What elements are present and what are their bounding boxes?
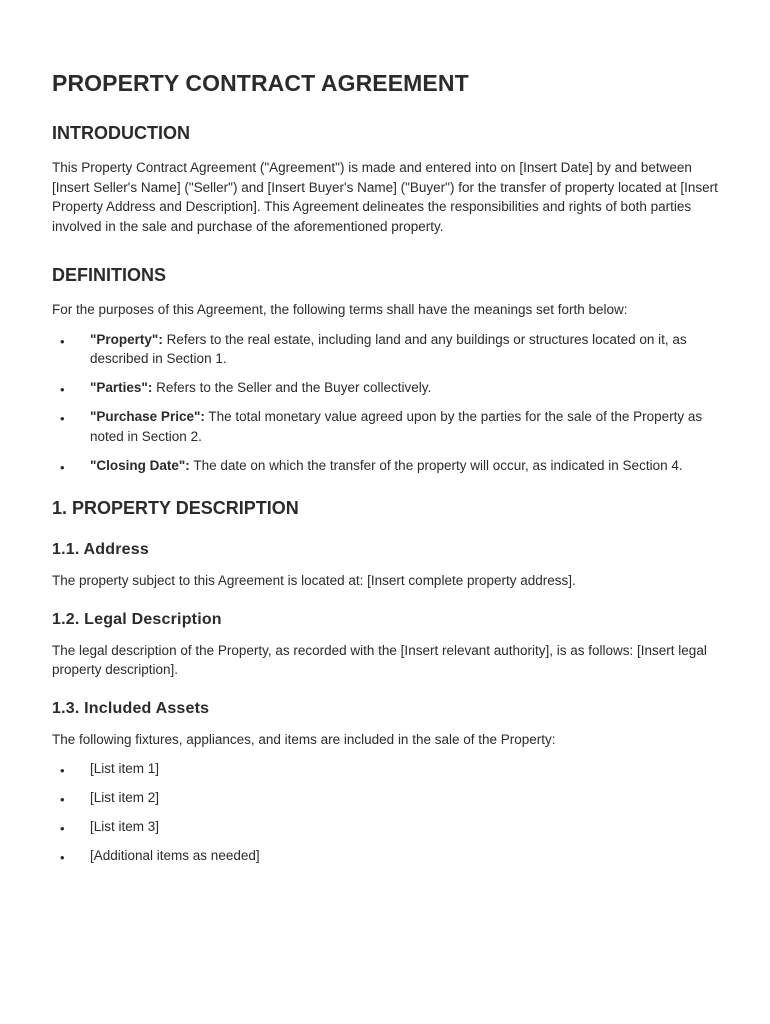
list-item (52, 759, 720, 779)
list-item (52, 846, 720, 866)
address-body: The property subject to this Agreement is located at: [Insert complete property address]. (52, 573, 576, 588)
list-item-text: [List item 1] (90, 761, 160, 776)
definition-item (52, 456, 720, 476)
bullet-icon: • (60, 459, 65, 475)
definition-term: "Property": (90, 331, 163, 347)
list-item-text: [Additional items as needed] (90, 848, 260, 863)
bullet-icon: • (60, 763, 65, 778)
definition-text: The total monetary value agreed upon by the parties for the sale of the Property as noted in Section 2. (90, 409, 703, 444)
definition-text: Refers to the Seller and the Buyer collectively. (152, 380, 432, 395)
introduction-section (52, 123, 720, 236)
definition-term: "Closing Date": (90, 457, 190, 473)
bullet-icon: • (60, 333, 65, 349)
property-description-heading: 1. PROPERTY DESCRIPTION (52, 498, 299, 518)
introduction-body: This Property Contract Agreement ("Agreement") is made and entered into on [Insert Date] by and between [Insert Seller's Name] ("Seller") and [Insert Buyer's Name] ("Buyer") for the transfer of property located at [Insert Property Address and Description]. This Agreement delineates the responsibilities and rights of both parties involved in the sale and purchase of the aforementioned property. (52, 160, 718, 234)
bullet-icon: • (60, 792, 65, 807)
document-title: PROPERTY CONTRACT AGREEMENT (52, 70, 469, 96)
definition-item (52, 378, 720, 398)
legal-description-body: The legal description of the Property, as recorded with the [Insert relevant authority], is as follows: [Insert legal property description]. (52, 642, 707, 677)
property-description-section (52, 498, 720, 866)
definitions-section (52, 265, 720, 475)
included-assets-list (52, 759, 720, 866)
address-heading: 1.1. Address (52, 541, 149, 558)
list-item-text: [List item 3] (90, 819, 160, 834)
list-item-text: [List item 2] (90, 790, 160, 805)
definitions-list (52, 330, 720, 476)
legal-description-heading: 1.2. Legal Description (52, 610, 222, 628)
definition-item (52, 330, 720, 369)
definition-item (52, 407, 720, 446)
introduction-heading: INTRODUCTION (52, 123, 190, 143)
bullet-icon: • (60, 411, 65, 426)
bullet-icon: • (60, 850, 65, 865)
included-assets-heading: 1.3. Included Assets (52, 699, 210, 717)
included-assets-lead: The following fixtures, appliances, and items are included in the sale of the Property: (52, 731, 556, 747)
definitions-heading: DEFINITIONS (52, 265, 167, 285)
list-item (52, 817, 720, 837)
list-item (52, 788, 720, 808)
definition-term: "Parties": (90, 380, 153, 395)
definition-text: The date on which the transfer of the property will occur, as indicated in Section 4. (189, 457, 683, 473)
bullet-icon: • (60, 382, 65, 397)
definition-text: Refers to the real estate, including land and any buildings or structures located on it, as described in Section 1. (90, 331, 687, 366)
definitions-lead: For the purposes of this Agreement, the following terms shall have the meanings set forth below: (52, 302, 628, 317)
definition-term: "Purchase Price": (90, 409, 205, 424)
bullet-icon: • (60, 821, 65, 836)
